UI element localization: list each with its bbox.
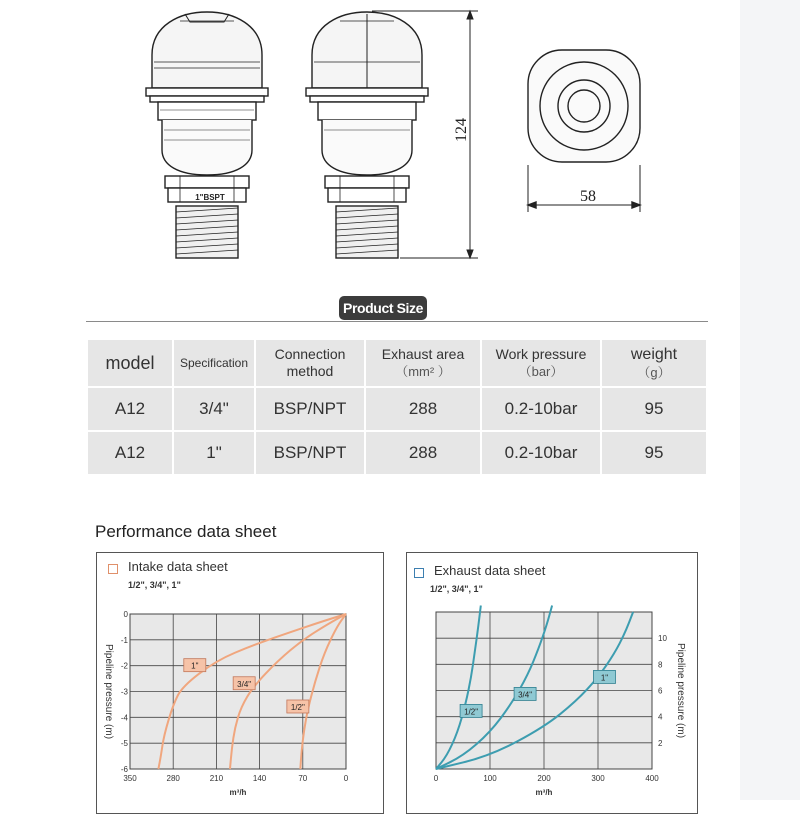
exhaust-title: Exhaust data sheet — [434, 563, 546, 578]
cell-spec: 3/4" — [174, 388, 254, 430]
series-label: 3/4" — [518, 690, 533, 700]
header-work-unit: （bar） — [518, 363, 564, 379]
header-exhaust-unit: （mm² ） — [395, 363, 451, 379]
series-label: 1" — [191, 661, 199, 671]
x-tick-label: 300 — [591, 774, 605, 783]
x-tick-label: 210 — [209, 774, 224, 783]
width-dimension-label: 58 — [580, 188, 596, 205]
x-axis-label: m³/h — [229, 788, 247, 797]
x-tick-label: 100 — [483, 774, 497, 783]
y-tick-label: -2 — [120, 661, 128, 671]
y-tick-label: 2 — [658, 738, 663, 748]
x-tick-label: 0 — [343, 774, 349, 783]
table-row — [88, 432, 706, 474]
cell-pressure: 0.2-10bar — [482, 432, 600, 474]
thread-label: 1"BSPT — [195, 193, 225, 202]
cell-weight: 95 — [602, 388, 706, 430]
y-tick-label: 0 — [123, 610, 128, 619]
y-tick-label: -5 — [120, 739, 128, 749]
y-tick-label: 10 — [658, 634, 667, 644]
technical-drawing — [0, 0, 740, 290]
divider — [86, 321, 708, 322]
x-tick-label: 280 — [166, 774, 180, 783]
series-label: 3/4" — [237, 679, 252, 689]
x-axis-label: m³/h — [535, 788, 553, 797]
cell-model: A12 — [88, 388, 172, 430]
side-view-left — [146, 12, 268, 258]
x-tick-label: 70 — [298, 774, 308, 783]
exhaust-chart — [406, 552, 696, 800]
x-tick-label: 200 — [537, 774, 551, 783]
header-model: model — [88, 340, 172, 386]
series-label: 1/2" — [464, 707, 479, 717]
x-tick-label: 140 — [252, 774, 267, 783]
header-exhaust-area — [366, 340, 480, 386]
header-weight — [602, 340, 706, 386]
intake-title: Intake data sheet — [128, 559, 228, 574]
x-tick-label: 350 — [123, 774, 137, 783]
side-view-middle — [306, 12, 428, 258]
series-label: 1" — [600, 673, 609, 683]
cell-model: A12 — [88, 432, 172, 474]
y-tick-label: -4 — [120, 713, 128, 723]
header-connection-line2: method — [286, 363, 334, 379]
y-axis-label: Pipeline pressure (m) — [103, 643, 114, 740]
intake-chart — [96, 552, 382, 800]
product-size-badge: Product Size — [339, 296, 427, 320]
header-specification: Specification — [174, 340, 254, 386]
table-row — [88, 388, 706, 430]
cell-connection: BSP/NPT — [256, 432, 364, 474]
product-spec-table — [86, 338, 708, 476]
header-work-pressure — [482, 340, 600, 386]
header-weight-line1: weight — [630, 345, 678, 363]
y-tick-label: 4 — [658, 712, 663, 722]
x-tick-label: 0 — [433, 774, 439, 783]
header-work-line1: Work pressure — [495, 346, 587, 363]
cell-weight: 95 — [602, 432, 706, 474]
cell-area: 288 — [366, 388, 480, 430]
cell-spec: 1" — [174, 432, 254, 474]
header-exhaust-line1: Exhaust area — [381, 346, 465, 363]
exhaust-subtitle: 1/2", 3/4", 1" — [430, 584, 483, 594]
y-tick-label: 8 — [658, 660, 663, 670]
performance-title: Performance data sheet — [95, 522, 277, 541]
y-tick-label: -3 — [120, 687, 128, 697]
cell-area: 288 — [366, 432, 480, 474]
series-label: 1/2" — [290, 703, 305, 712]
cell-connection: BSP/NPT — [256, 388, 364, 430]
table-header-row — [88, 340, 706, 386]
page-edge-strip — [740, 0, 800, 800]
y-tick-label: -6 — [120, 765, 128, 774]
header-weight-unit: （g） — [637, 364, 671, 380]
intake-subtitle: 1/2", 3/4", 1" — [128, 580, 181, 590]
y-tick-label: -1 — [120, 635, 128, 645]
x-tick-label: 400 — [645, 774, 659, 783]
header-connection-line1: Connection — [274, 345, 346, 362]
y-tick-label: 6 — [658, 686, 663, 696]
cell-pressure: 0.2-10bar — [482, 388, 600, 430]
y-axis-label: Pipeline pressure (m) — [675, 642, 686, 739]
height-dimension-label: 124 — [453, 118, 470, 142]
header-connection — [256, 340, 364, 386]
